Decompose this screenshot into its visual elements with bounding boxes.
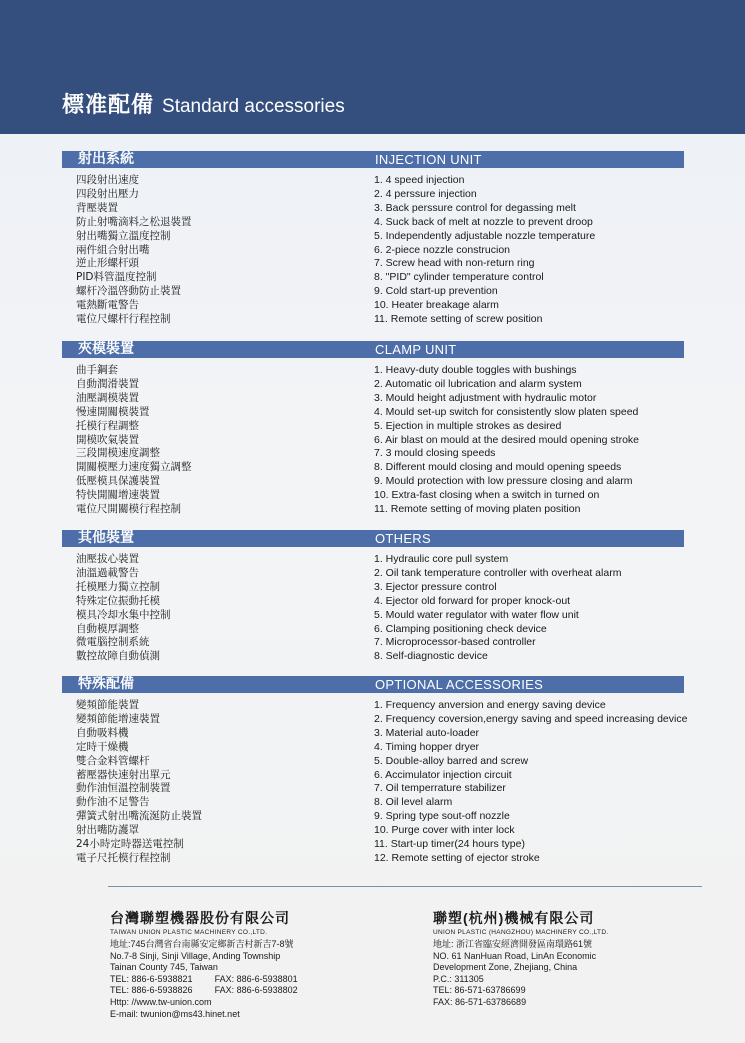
- item-list-zh: [76, 699, 202, 866]
- list-item: 托模行程調整: [76, 419, 139, 432]
- list-item: 10. Extra-fast closing when a switch in turned on: [374, 489, 600, 502]
- list-item: 電子尺托模行程控制: [76, 851, 171, 864]
- list-item: 變頻節能裝置: [76, 699, 139, 711]
- item-list-en: [374, 174, 595, 327]
- list-item: 射出嘴防護罩: [76, 824, 139, 837]
- item-list-zh: [76, 553, 171, 664]
- list-item: 12. Remote setting of ejector stroke: [374, 851, 540, 864]
- address-zh: 地址:745台灣省台南縣安定鄉新吉村新吉7-8號: [110, 939, 294, 949]
- list-item: 自動模厚調整: [76, 622, 139, 635]
- list-item: 螺杆冷溫啓動防止裝置: [76, 285, 181, 298]
- list-item: 3. Back perssure control for degassing melt: [374, 201, 576, 214]
- list-item: 1. Heavy-duty double toggles with bushings: [374, 364, 577, 376]
- phone-2: TEL: 886-6-5938826: [110, 985, 193, 996]
- postal-code: P.C.: 311305: [433, 973, 484, 984]
- list-item: 開模吹氣裝置: [76, 433, 139, 446]
- list-item: 曲手鋼套: [76, 364, 118, 376]
- section-injection-unit: [62, 151, 684, 326]
- fax-2: FAX: 886-6-5938802: [214, 985, 298, 996]
- list-item: 蓄壓器快速射出單元: [76, 768, 171, 781]
- list-item: 8. Self-diagnostic device: [374, 650, 488, 663]
- list-item: 四段射出壓力: [76, 187, 139, 200]
- list-item: 1. Frequency anversion and energy saving device: [374, 699, 606, 711]
- list-item: 8. "PID" cylinder temperature control: [374, 271, 544, 284]
- list-item: 7. 3 mould closing speeds: [374, 447, 496, 460]
- item-list-zh: [76, 174, 192, 327]
- list-item: 9. Cold start-up prevention: [374, 285, 498, 298]
- list-item: 8. Different mould closing and mould opening speeds: [374, 461, 622, 474]
- list-item: 特殊定位振動托模: [76, 594, 160, 607]
- list-item: 7. Microprocessor-based controller: [374, 636, 536, 649]
- list-item: 動作油恒溫控制裝置: [76, 782, 171, 795]
- item-list-zh: [76, 364, 192, 517]
- list-item: 6. 2-piece nozzle construcion: [374, 243, 510, 256]
- fax-1: FAX: 886-6-5938801: [214, 973, 298, 984]
- list-item: 電熱斷電警告: [76, 299, 139, 312]
- list-item: 3. Mould height adjustment with hydraulic motor: [374, 391, 597, 404]
- list-item: 電位尺開關模行程控制: [76, 503, 181, 516]
- list-item: 5. Ejection in multiple strokes as desired: [374, 419, 562, 432]
- list-item: 防止射嘴滴料之松退裝置: [76, 215, 192, 228]
- list-item: 兩件組合射出嘴: [76, 243, 150, 256]
- section-title-en: OPTIONAL ACCESSORIES: [375, 677, 544, 692]
- page-title-zh: 標准配備: [62, 93, 155, 118]
- section-header: [62, 151, 684, 168]
- list-item: 自動吸料機: [76, 726, 129, 739]
- list-item: 2. Oil tank temperature controller with overheat alarm: [374, 566, 622, 579]
- list-item: 動作油不足警告: [76, 796, 150, 809]
- list-item: 1. Hydraulic core pull system: [374, 553, 509, 565]
- section-others: [62, 530, 684, 663]
- list-item: 9. Mould protection with low pressure closing and alarm: [374, 475, 633, 488]
- list-item: 四段射出速度: [76, 174, 139, 186]
- list-item: 特快開關增速裝置: [76, 489, 160, 502]
- item-list-en: [374, 364, 639, 517]
- list-item: 6. Clamping positioning check device: [374, 622, 547, 635]
- header-band: [0, 0, 745, 134]
- list-item: 彈簧式射出嘴流涎防止裝置: [76, 810, 202, 823]
- address-line-1: NO. 61 NanHuan Road, LinAn Economic: [433, 950, 597, 961]
- company-name: 聯塑(杭州)機械有限公司: [433, 910, 595, 926]
- list-item: 7. Oil temperrature stabilizer: [374, 782, 506, 795]
- section-header: [62, 341, 684, 358]
- email-link[interactable]: E-mail: twunion@ms43.hinet.net: [110, 1008, 240, 1019]
- list-item: 5. Mould water regulator with water flow unit: [374, 608, 579, 621]
- list-item: 6. Air blast on mould at the desired mould opening stroke: [374, 433, 639, 446]
- list-item: 模具冷却水集中控制: [76, 608, 171, 621]
- list-item: 油壓調模裝置: [76, 391, 139, 404]
- website-link[interactable]: Http: //www.tw-union.com: [110, 996, 212, 1007]
- address-zh: 地址: 浙江省臨安經濟開發區南環路61號: [433, 939, 593, 949]
- list-item: 10. Heater breakage alarm: [374, 299, 499, 312]
- section-title-zh: 特殊配備: [78, 676, 134, 692]
- list-item: 油壓拔心裝置: [76, 553, 139, 565]
- section-header: [62, 530, 684, 547]
- section-optional-accessories: [62, 676, 688, 864]
- section-title-zh: 夾模裝置: [78, 341, 134, 357]
- list-item: 托模壓力獨立控制: [76, 580, 160, 593]
- list-item: 7. Screw head with non-return ring: [374, 257, 535, 270]
- list-item: 雙合金料管螺杆: [76, 754, 150, 767]
- list-item: 3. Material auto-loader: [374, 726, 480, 739]
- list-item: 數控故障自動偵測: [76, 650, 160, 663]
- footer-divider: [108, 886, 702, 887]
- company-name-en: TAIWAN UNION PLASTIC MACHINERY CO.,LTD.: [110, 929, 268, 936]
- list-item: 4. Suck back of melt at nozzle to prevent droop: [374, 215, 593, 228]
- page-title-en: Standard accessories: [162, 96, 345, 117]
- company-name-en: UNION PLASTIC (HANGZHOU) MACHINERY CO.,LTD.: [433, 929, 609, 936]
- section-title-zh: 其他裝置: [78, 530, 134, 546]
- list-item: 5. Independently adjustable nozzle temperature: [374, 229, 596, 242]
- company-hangzhou: [433, 908, 608, 1009]
- fax: FAX: 86-571-63786689: [433, 996, 527, 1007]
- list-item: 11. Remote setting of screw position: [374, 313, 543, 326]
- list-item: 2. 4 perssure injection: [374, 187, 477, 200]
- list-item: 逆止形螺杆頭: [76, 257, 139, 270]
- list-item: 3. Ejector pressure control: [374, 580, 497, 593]
- list-item: 9. Spring type sout-off nozzle: [374, 810, 510, 823]
- list-item: 11. Remote setting of moving platen position: [374, 503, 581, 516]
- list-item: 4. Ejector old forward for proper knock-out: [374, 594, 571, 607]
- list-item: 微電腦控制系統: [76, 636, 150, 649]
- list-item: 4. Mould set-up switch for consistently slow platen speed: [374, 405, 639, 418]
- item-list-en: [374, 699, 687, 866]
- section-title-en: CLAMP UNIT: [375, 342, 457, 357]
- list-item: PID料管溫度控制: [76, 271, 157, 284]
- list-item: 變頻節能增速裝置: [76, 712, 160, 725]
- list-item: 1. 4 speed injection: [374, 174, 465, 186]
- list-item: 11. Start-up timer(24 hours type): [374, 838, 525, 851]
- address-line-1: No.7-8 Sinji, Sinji Village, Anding Township: [110, 950, 281, 961]
- company-name: 台灣聯塑機器股份有限公司: [110, 910, 290, 926]
- list-item: 低壓模具保護裝置: [76, 475, 160, 488]
- list-item: 慢速開關模裝置: [76, 405, 150, 418]
- section-title-zh: 射出系統: [78, 151, 134, 167]
- list-item: 24小時定時器送電控制: [76, 838, 184, 851]
- list-item: 自動潤滑裝置: [76, 377, 139, 390]
- page-title: [62, 88, 345, 119]
- address-line-2: Tainan County 745, Taiwan: [110, 962, 218, 973]
- list-item: 開關模壓力速度獨立調整: [76, 461, 192, 474]
- list-item: 6. Accimulator injection circuit: [374, 768, 512, 781]
- list-item: 三段開模速度調整: [76, 447, 160, 460]
- list-item: 2. Automatic oil lubrication and alarm system: [374, 377, 582, 390]
- list-item: 背壓裝置: [76, 201, 118, 214]
- item-list-en: [374, 553, 621, 664]
- section-header: [62, 676, 684, 693]
- list-item: 5. Double-alloy barred and screw: [374, 754, 529, 767]
- phone: TEL: 86-571-63786699: [433, 985, 526, 996]
- section-clamp-unit: [62, 341, 684, 516]
- address-line-2: Development Zone, Zhejiang, China: [433, 962, 578, 973]
- section-title-en: INJECTION UNIT: [375, 152, 482, 167]
- list-item: 油溫過載警告: [76, 566, 139, 579]
- section-title-en: OTHERS: [375, 531, 431, 546]
- list-item: 定時干燥機: [76, 740, 129, 753]
- list-item: 8. Oil level alarm: [374, 796, 453, 809]
- list-item: 射出嘴獨立溫度控制: [76, 229, 171, 242]
- list-item: 4. Timing hopper dryer: [374, 740, 480, 753]
- list-item: 電位尺螺杆行程控制: [76, 313, 171, 326]
- list-item: 10. Purge cover with inter lock: [374, 824, 515, 837]
- phone-1: TEL: 886-6-5938821: [110, 973, 193, 984]
- list-item: 2. Frequency coversion,energy saving and speed increasing device: [374, 712, 688, 725]
- company-taiwan: [110, 908, 298, 1020]
